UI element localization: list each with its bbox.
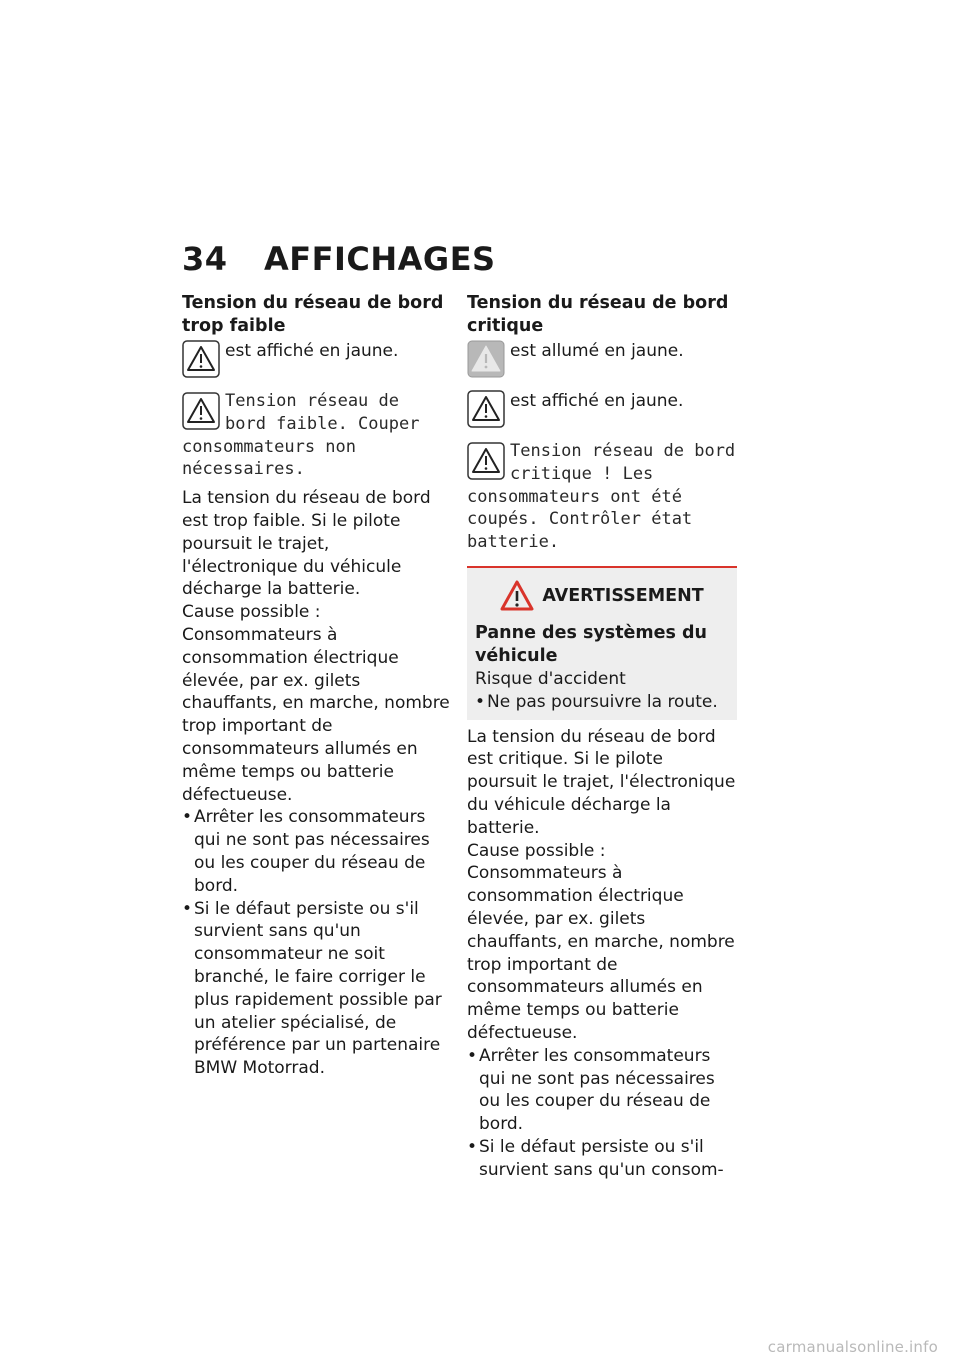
section-heading-critical-voltage: Tension du réseau de bord critique	[467, 293, 729, 336]
cause-label: Cause possible :	[182, 602, 321, 623]
warning-subtitle: Panne des systèmes du véhicule	[475, 622, 708, 666]
warning-title-text: AVERTISSEMENT	[542, 585, 704, 606]
warning-risk: Risque d'accident	[475, 668, 626, 689]
description-paragraph: La tension du réseau de bord est trop faible. Si le pilote poursuit le trajet, l'électronique du véhicule décharge la batterie.	[182, 488, 431, 600]
left-column	[182, 292, 450, 1080]
warning-action-list	[475, 691, 729, 714]
warning-outline-icon	[182, 340, 220, 378]
list-item: • Si le défaut persiste ou s'il survient sans qu'un consom-	[467, 1136, 737, 1182]
right-column	[467, 292, 737, 1182]
warning-outline-icon	[467, 442, 505, 480]
display-message-block	[182, 390, 450, 481]
warning-filled-icon	[467, 340, 505, 378]
display-message-text: Tension réseau de bord faible. Couper consommateurs non nécessaires.	[182, 391, 420, 480]
watermark: carmanualsonline.info	[767, 1338, 938, 1356]
indicator-text: est allumé en jaune.	[510, 341, 684, 361]
warning-outline-icon	[182, 392, 220, 430]
indicator-row-displayed	[467, 390, 737, 428]
page-header	[182, 240, 496, 278]
page-number: 34	[182, 240, 228, 278]
warning-title	[475, 576, 729, 622]
cause-text: Consommateurs à consommation électrique élevée, par ex. gilets chauffants, en marche, nombre trop important de consommateurs allumés en même temps ou batterie défectueuse.	[182, 624, 450, 805]
list-item: • Ne pas poursuivre la route.	[475, 691, 729, 714]
indicator-text: est affiché en jaune.	[225, 341, 399, 361]
red-warning-icon	[500, 580, 534, 612]
page-title: AFFICHAGES	[264, 240, 496, 278]
list-item: • Arrêter les consommateurs qui ne sont pas nécessaires ou les couper du réseau de bord.	[182, 806, 450, 897]
action-list	[467, 1045, 737, 1182]
display-message-text: Tension réseau de bord critique ! Les consommateurs ont été coupés. Contrôler état batterie.	[467, 441, 736, 553]
cause-label: Cause possible :	[467, 840, 606, 861]
display-message-block	[467, 440, 737, 554]
indicator-row	[182, 340, 450, 378]
indicator-row-lit	[467, 340, 737, 378]
list-item: • Arrêter les consommateurs qui ne sont pas nécessaires ou les couper du réseau de bord.	[467, 1045, 737, 1136]
description-paragraph: La tension du réseau de bord est critique. Si le pilote poursuit le trajet, l'électronique du véhicule décharge la batterie.	[467, 726, 736, 838]
indicator-text: est affiché en jaune.	[510, 391, 684, 411]
section-heading-low-voltage: Tension du réseau de bord trop faible	[182, 293, 444, 336]
action-list	[182, 806, 450, 1080]
cause-text: Consommateurs à consommation électrique élevée, par ex. gilets chauffants, en marche, nombre trop important de consommateurs allumés en même temps ou batterie défectueuse.	[467, 863, 735, 1043]
warning-box	[467, 566, 737, 720]
list-item: • Si le défaut persiste ou s'il survient sans qu'un consommateur ne soit branché, le faire corriger le plus rapidement possible par un atelier spécialisé, de préférence par un partenaire BMW Motorrad.	[182, 898, 450, 1080]
warning-outline-icon	[467, 390, 505, 428]
